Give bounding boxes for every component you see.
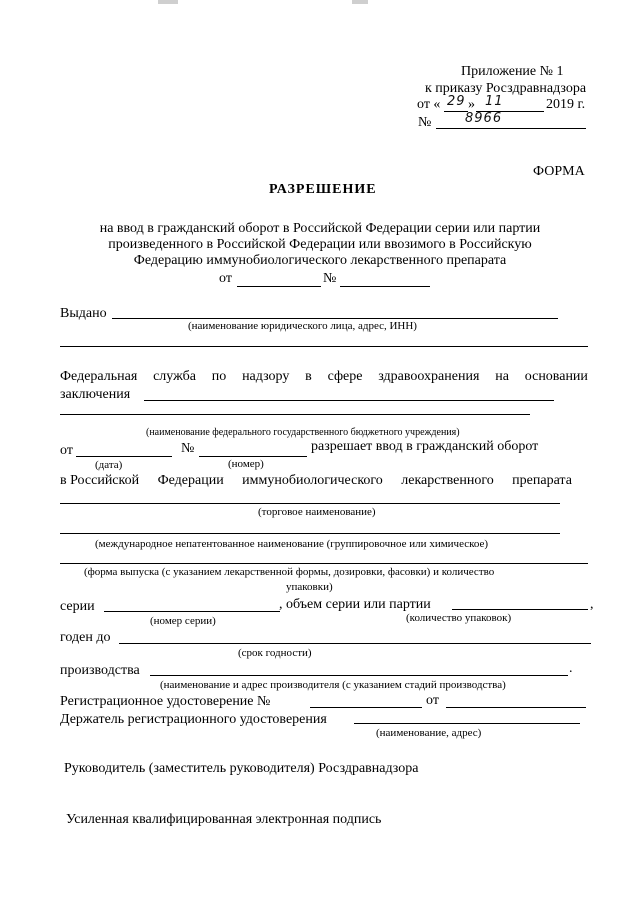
service-from-label: от [60,443,73,458]
signature-esign: Усиленная квалифицированная электронная подпись [66,812,382,827]
issued-line [112,318,558,319]
production-label: производства [60,663,140,678]
form-hint-line-1: (форма выпуска (с указанием лекарственной формы, дозировки, фасовки) и количество [84,566,495,578]
holder-label: Держатель регистрационного удостоверения [60,712,327,727]
service-date-hint: (дата) [95,459,123,471]
service-word: по [211,369,227,384]
drug-word: иммунобиологического [242,473,383,488]
expiry-label: годен до [60,630,111,645]
inn-hint: (международное непатентованное наименование (группировочное или химическое) [95,538,489,550]
service-word: в [305,369,312,384]
drug-word: Федерации [157,473,224,488]
registration-from-label: от [426,693,439,708]
conclusion-line-2 [60,414,530,415]
subtitle-line-2: произведенного в Российской Федерации или ввозимого в Российскую [108,237,532,252]
registration-date-line [446,707,586,708]
issued-hint: (наименование юридического лица, адрес, ИНН) [188,320,417,332]
service-word: Федеральная [60,369,138,384]
trade-name-line [60,503,560,504]
appendix-number-value: 8966 [465,111,503,126]
issued-line-2 [60,346,588,347]
appendix-order-ref: к приказу Росздравнадзора [425,81,587,96]
service-permits: разрешает ввод в гражданский оборот [311,439,539,454]
form-label: ФОРМА [533,164,585,179]
appendix-date-month: 11 [485,94,504,109]
production-line [150,675,568,676]
service-word: здравоохранения [378,369,480,384]
appendix-number-prefix: № [418,115,432,130]
document-title: РАЗРЕШЕНИЕ [269,182,377,197]
production-hint: (наименование и адрес производителя (с указанием стадий производства) [160,679,506,691]
appendix-date-quote-close: » [468,97,475,112]
drug-word: лекарственного [401,473,494,488]
packages-hint: (количество упаковок) [406,612,512,624]
scan-mark [352,0,368,4]
volume-comma: , [590,597,594,612]
conclusion-line [144,400,554,401]
series-line [104,611,280,612]
subtitle-number-line [340,286,430,287]
conclusion-hint: (наименование федерального государственного бюджетного учреждения) [146,427,460,438]
holder-hint: (наименование, адрес) [376,727,482,739]
registration-number-line [310,707,422,708]
holder-line [354,723,580,724]
drug-sentence [60,473,572,489]
appendix-number-line [436,128,586,129]
form-hint-line-2: упаковки) [286,581,333,593]
drug-word: в Российской [60,473,140,488]
service-word: на [495,369,509,384]
service-date-line [76,456,172,457]
drug-word: препарата [512,473,572,488]
appendix-date-prefix: от « [417,97,441,112]
service-sentence [60,369,588,385]
conclusion-label: заключения [60,387,131,402]
appendix-date-day: 29 [447,94,466,109]
form-line [60,563,588,564]
subtitle-date-line [237,286,321,287]
volume-line [452,609,588,610]
service-number-hint: (номер) [228,458,264,470]
inn-line [60,533,560,534]
subtitle-number-label: № [323,271,337,286]
registration-label: Регистрационное удостоверение № [60,694,271,709]
service-word: сфере [327,369,363,384]
expiry-hint: (срок годности) [238,647,312,659]
appendix-date-year: 2019 г. [546,97,586,112]
service-number-label: № [181,441,195,456]
scan-mark [158,0,178,4]
subtitle-line-3: Федерацию иммунобиологического лекарственного препарата [133,253,507,268]
trade-name-hint: (торговое наименование) [258,506,376,518]
signature-head: Руководитель (заместитель руководителя) Росздравнадзора [64,761,419,776]
service-word: служба [153,369,196,384]
appendix-title: Приложение № 1 [461,64,564,79]
expiry-line [119,643,591,644]
service-word: надзору [242,369,290,384]
issued-label: Выдано [60,306,107,321]
service-number-line [199,456,307,457]
subtitle-line-1: на ввод в гражданский оборот в Российской Федерации серии или партии [99,221,541,236]
volume-label: , объем серии или партии [279,597,431,612]
subtitle-from-label: от [219,271,232,286]
production-dot: . [569,661,573,676]
service-word: основании [524,369,588,384]
series-hint: (номер серии) [150,615,216,627]
series-label: серии [60,599,95,614]
